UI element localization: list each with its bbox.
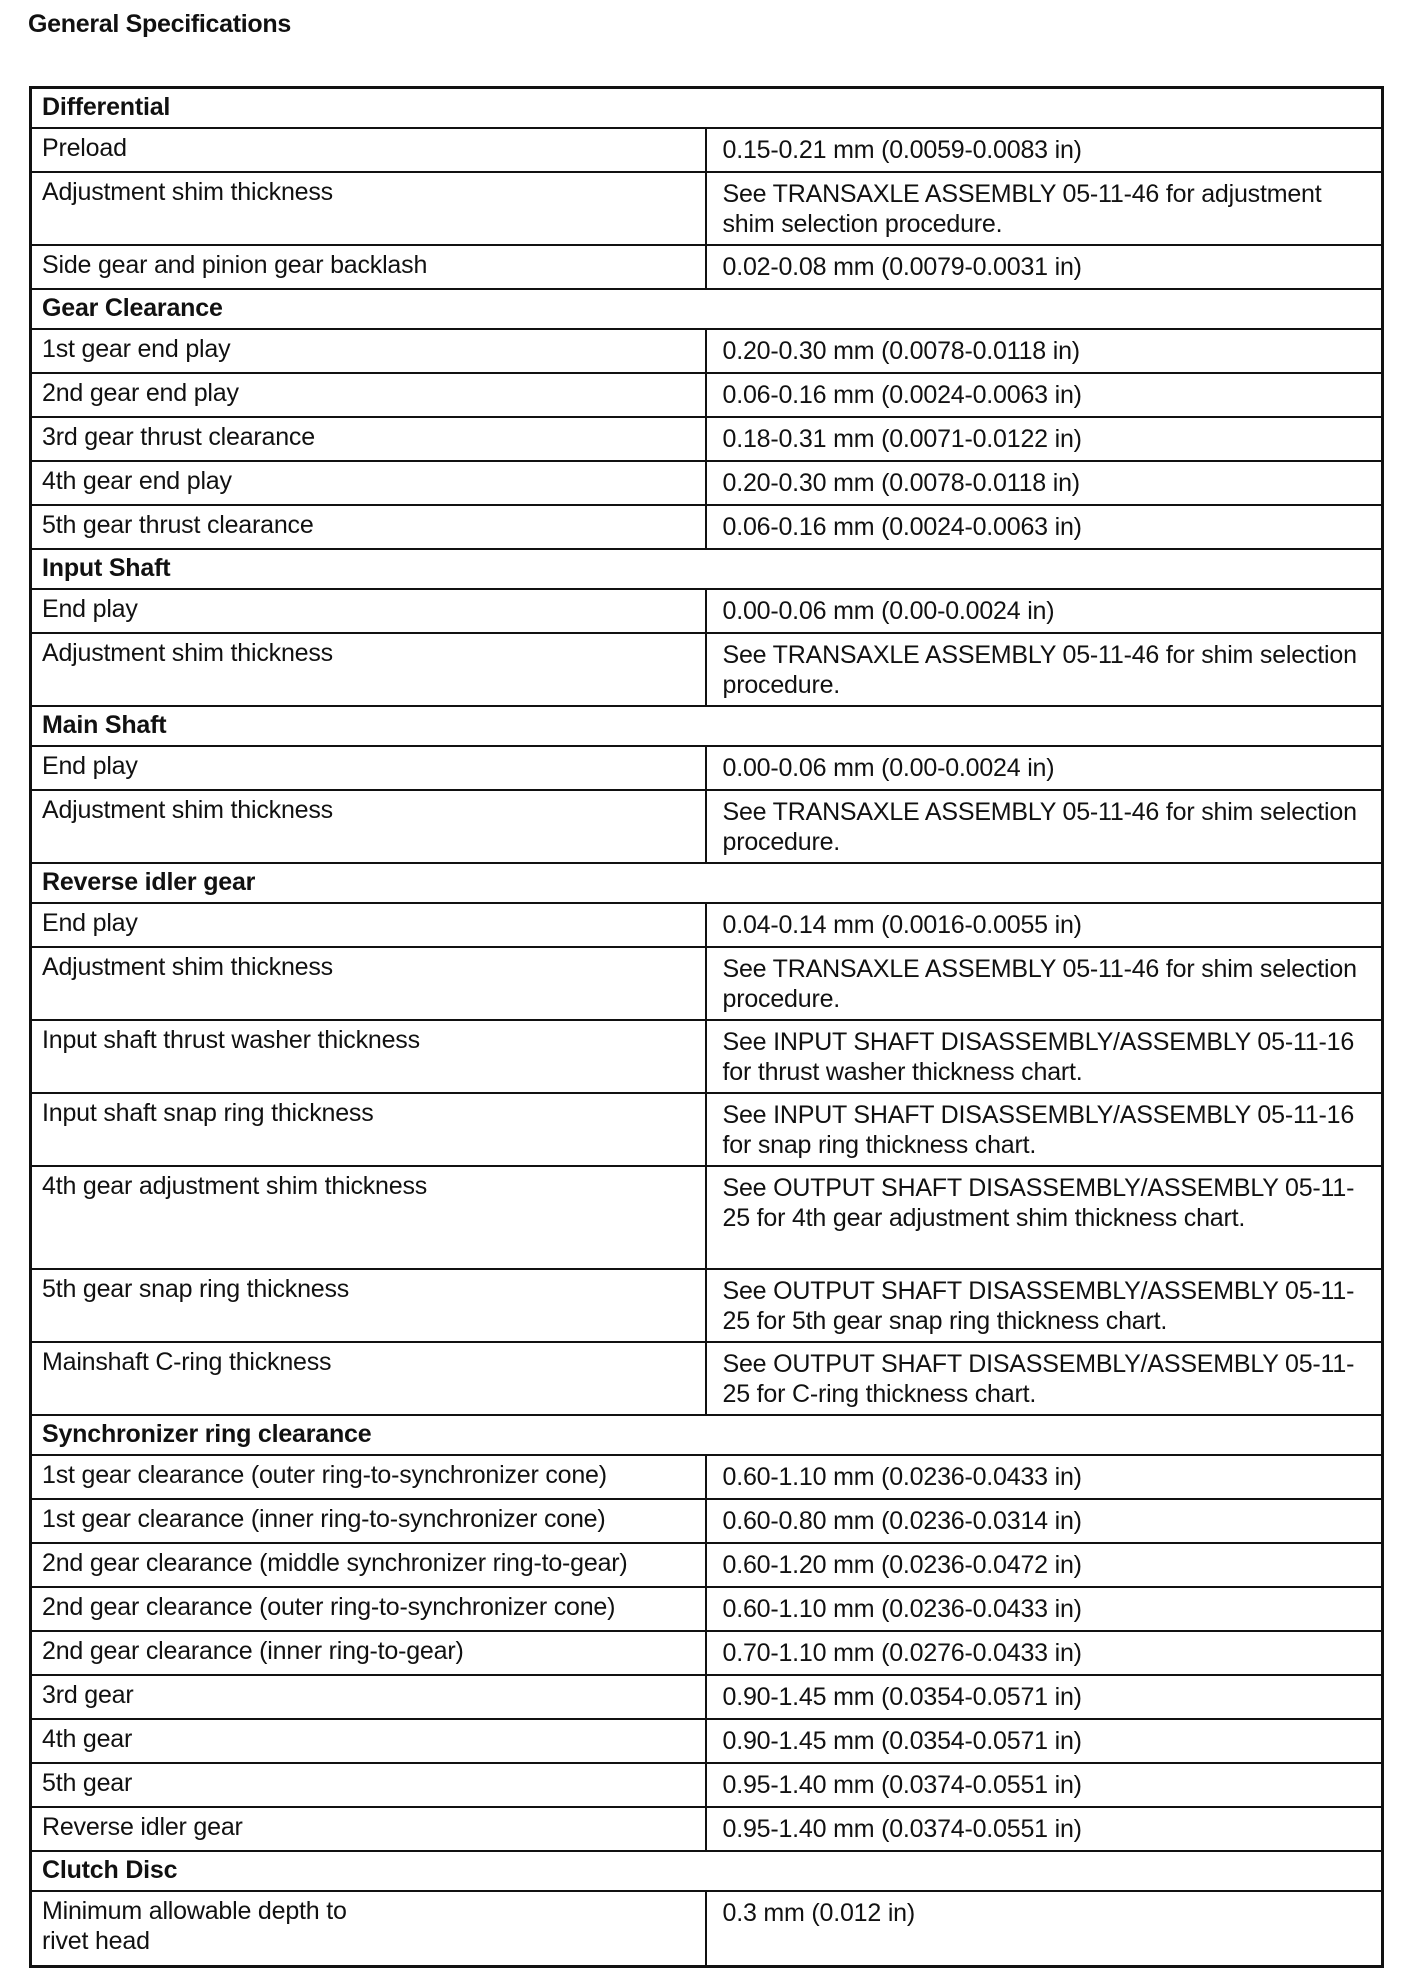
spec-value: 0.60-1.20 mm (0.0236-0.0472 in) — [706, 1543, 1383, 1587]
spec-label: Adjustment shim thickness — [31, 947, 706, 1020]
table-row — [31, 903, 1383, 947]
spec-value: See OUTPUT SHAFT DISASSEMBLY/ASSEMBLY 05-11-25 for 4th gear adjustment shim thickness chart. — [706, 1166, 1383, 1269]
section-row-clutch-disc — [31, 1851, 1383, 1891]
spec-value: 0.02-0.08 mm (0.0079-0.0031 in) — [706, 245, 1383, 289]
spec-label: 1st gear clearance (inner ring-to-synchronizer cone) — [31, 1499, 706, 1543]
table-row — [31, 633, 1383, 706]
spec-label: 3rd gear — [31, 1675, 706, 1719]
section-heading: Differential — [31, 88, 1383, 129]
table-row — [31, 1269, 1383, 1342]
table-row — [31, 1631, 1383, 1675]
table-row — [31, 1719, 1383, 1763]
spec-label: End play — [31, 903, 706, 947]
table-row — [31, 1587, 1383, 1631]
spec-label: Adjustment shim thickness — [31, 172, 706, 245]
spec-value: 0.15-0.21 mm (0.0059-0.0083 in) — [706, 128, 1383, 172]
section-heading: Main Shaft — [31, 706, 1383, 746]
table-row — [31, 373, 1383, 417]
table-row — [31, 128, 1383, 172]
table-row — [31, 790, 1383, 863]
table-row — [31, 1499, 1383, 1543]
spec-value: 0.95-1.40 mm (0.0374-0.0551 in) — [706, 1763, 1383, 1807]
table-row — [31, 1763, 1383, 1807]
spec-label: 5th gear snap ring thickness — [31, 1269, 706, 1342]
spec-value: See TRANSAXLE ASSEMBLY 05-11-46 for shim selection procedure. — [706, 790, 1383, 863]
spec-value: 0.70-1.10 mm (0.0276-0.0433 in) — [706, 1631, 1383, 1675]
spec-label: Minimum allowable depth to rivet head — [31, 1891, 706, 1967]
table-row — [31, 461, 1383, 505]
table-row — [31, 1093, 1383, 1166]
spec-label: Input shaft snap ring thickness — [31, 1093, 706, 1166]
spec-table — [29, 86, 1384, 1968]
section-row-reverse-idler-gear — [31, 863, 1383, 903]
table-row — [31, 417, 1383, 461]
section-heading: Synchronizer ring clearance — [31, 1415, 1383, 1455]
table-row — [31, 1891, 1383, 1967]
spec-value: See TRANSAXLE ASSEMBLY 05-11-46 for shim selection procedure. — [706, 633, 1383, 706]
spec-value: 0.60-1.10 mm (0.0236-0.0433 in) — [706, 1587, 1383, 1631]
spec-label: 2nd gear clearance (outer ring-to-synchronizer cone) — [31, 1587, 706, 1631]
spec-label: Input shaft thrust washer thickness — [31, 1020, 706, 1093]
spec-value: 0.20-0.30 mm (0.0078-0.0118 in) — [706, 329, 1383, 373]
spec-value: 0.06-0.16 mm (0.0024-0.0063 in) — [706, 505, 1383, 549]
table-row — [31, 245, 1383, 289]
spec-value: 0.60-1.10 mm (0.0236-0.0433 in) — [706, 1455, 1383, 1499]
spec-label: Adjustment shim thickness — [31, 633, 706, 706]
table-row — [31, 947, 1383, 1020]
section-heading: Clutch Disc — [31, 1851, 1383, 1891]
spec-value: See TRANSAXLE ASSEMBLY 05-11-46 for adjustment shim selection procedure. — [706, 172, 1383, 245]
section-row-synchronizer-ring-clearance — [31, 1415, 1383, 1455]
table-row — [31, 746, 1383, 790]
spec-label: Reverse idler gear — [31, 1807, 706, 1851]
spec-value: See INPUT SHAFT DISASSEMBLY/ASSEMBLY 05-11-16 for thrust washer thickness chart. — [706, 1020, 1383, 1093]
spec-label: 5th gear thrust clearance — [31, 505, 706, 549]
table-row — [31, 1020, 1383, 1093]
spec-label: 1st gear clearance (outer ring-to-synchronizer cone) — [31, 1455, 706, 1499]
section-row-input-shaft — [31, 549, 1383, 589]
spec-label: 2nd gear clearance (inner ring-to-gear) — [31, 1631, 706, 1675]
spec-value: See OUTPUT SHAFT DISASSEMBLY/ASSEMBLY 05-11-25 for C-ring thickness chart. — [706, 1342, 1383, 1415]
spec-value: See TRANSAXLE ASSEMBLY 05-11-46 for shim selection procedure. — [706, 947, 1383, 1020]
spec-value: 0.00-0.06 mm (0.00-0.0024 in) — [706, 746, 1383, 790]
table-row — [31, 1675, 1383, 1719]
spec-label: 2nd gear end play — [31, 373, 706, 417]
spec-label: 4th gear end play — [31, 461, 706, 505]
spec-value: See OUTPUT SHAFT DISASSEMBLY/ASSEMBLY 05-11-25 for 5th gear snap ring thickness chart. — [706, 1269, 1383, 1342]
spec-label: 4th gear — [31, 1719, 706, 1763]
spec-label: End play — [31, 746, 706, 790]
table-row — [31, 172, 1383, 245]
table-row — [31, 1543, 1383, 1587]
spec-value: 0.06-0.16 mm (0.0024-0.0063 in) — [706, 373, 1383, 417]
spec-label: Side gear and pinion gear backlash — [31, 245, 706, 289]
spec-value: 0.3 mm (0.012 in) — [706, 1891, 1383, 1967]
spec-value: 0.95-1.40 mm (0.0374-0.0551 in) — [706, 1807, 1383, 1851]
section-row-gear-clearance — [31, 289, 1383, 329]
table-row — [31, 329, 1383, 373]
table-row — [31, 1455, 1383, 1499]
table-row — [31, 589, 1383, 633]
spec-value: 0.60-0.80 mm (0.0236-0.0314 in) — [706, 1499, 1383, 1543]
page-title: General Specifications — [28, 10, 291, 38]
spec-value: 0.90-1.45 mm (0.0354-0.0571 in) — [706, 1719, 1383, 1763]
spec-value: See INPUT SHAFT DISASSEMBLY/ASSEMBLY 05-11-16 for snap ring thickness chart. — [706, 1093, 1383, 1166]
section-row-main-shaft — [31, 706, 1383, 746]
spec-label: End play — [31, 589, 706, 633]
section-heading: Input Shaft — [31, 549, 1383, 589]
table-row — [31, 1342, 1383, 1415]
section-heading: Reverse idler gear — [31, 863, 1383, 903]
section-row-differential — [31, 88, 1383, 129]
table-row — [31, 1166, 1383, 1269]
spec-value: 0.04-0.14 mm (0.0016-0.0055 in) — [706, 903, 1383, 947]
spec-label: Mainshaft C-ring thickness — [31, 1342, 706, 1415]
spec-value: 0.90-1.45 mm (0.0354-0.0571 in) — [706, 1675, 1383, 1719]
spec-label: 1st gear end play — [31, 329, 706, 373]
spec-label: Adjustment shim thickness — [31, 790, 706, 863]
section-heading: Gear Clearance — [31, 289, 1383, 329]
spec-value: 0.20-0.30 mm (0.0078-0.0118 in) — [706, 461, 1383, 505]
spec-label: 5th gear — [31, 1763, 706, 1807]
spec-label: 3rd gear thrust clearance — [31, 417, 706, 461]
spec-label: 4th gear adjustment shim thickness — [31, 1166, 706, 1269]
spec-label: Preload — [31, 128, 706, 172]
spec-label: 2nd gear clearance (middle synchronizer ring-to-gear) — [31, 1543, 706, 1587]
table-row — [31, 505, 1383, 549]
spec-value: 0.00-0.06 mm (0.00-0.0024 in) — [706, 589, 1383, 633]
spec-value: 0.18-0.31 mm (0.0071-0.0122 in) — [706, 417, 1383, 461]
table-row — [31, 1807, 1383, 1851]
